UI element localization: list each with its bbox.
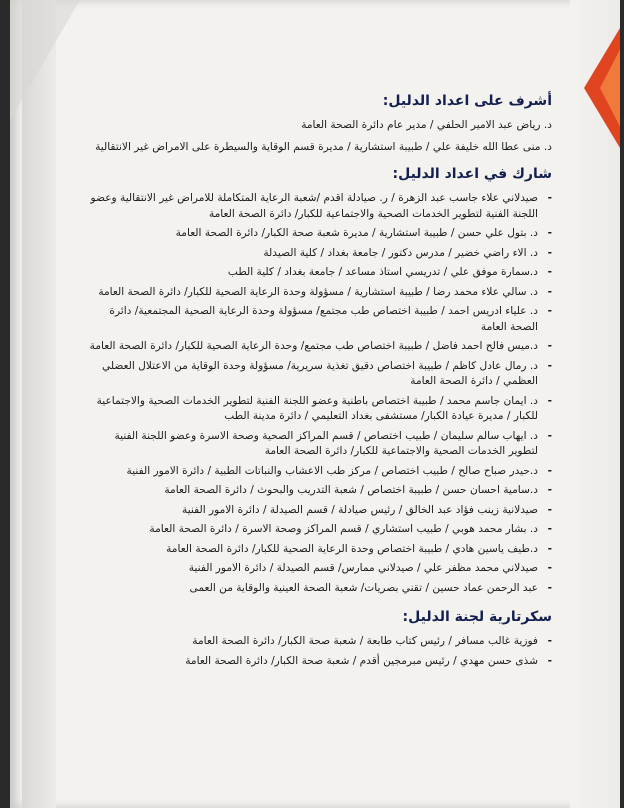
participant-item: - د. رمال عادل كاظم / طبيبة اختصاص دقيق تغذية سريرية/ مسؤولة وحدة الوقاية من الاعتلال العضلي العظمي / دائرة الصحة العامة xyxy=(101,359,552,387)
participant-item: - د. بتول علي حسن / طبيبة استشارية / مديرة شعبة صحة الكبار/ دائرة الصحة العامة xyxy=(175,227,552,239)
participant-item: - صيدلانية زينب فؤاد عبد الخالق / رئيس صيادلة / قسم الصيدلة / دائرة الامور الفنية xyxy=(182,503,552,516)
participant-item: - د. بشار محمد هوبي / طبيب استشاري / قسم المراكز وصحة الاسرة / دائرة الصحة العامة xyxy=(149,523,552,535)
participants-list xyxy=(82,191,552,596)
participant-item: - د. سالي علاء محمد رضا / طبيبة استشارية / مسؤولة وحدة الرعاية الصحية للكبار/ دائرة الصحة العامة xyxy=(98,285,552,298)
participant-item: - عبد الرحمن عماد حسين / تقني بصريات/ شعبة الصحة العينية والوقاية من العمى xyxy=(189,581,552,594)
secretariat-list xyxy=(82,634,552,669)
secretariat-heading: سكرتارية لجنة الدليل: xyxy=(402,609,552,625)
page-corner-decoration xyxy=(10,0,80,120)
document-page xyxy=(10,0,620,808)
participant-item: - د. ايمان جاسم محمد / طبيبة اختصاص باطنية وعضو اللجنة الفنية لتطوير الخدمات الصحية والاجتماعية للكبار / مديرة عيادة الكبار/ مستشفى بغداد التعليمي / دائرة مدينة الطب xyxy=(96,394,552,422)
participant-item: - صيدلاني علاء جاسب عبد الزهرة / ر. صيادلة اقدم /شعبة الرعاية المتكاملة للامراض غير الانتقالية وعضو اللجنة الفنية لتطوير الخدمات الصحية والاجتماعية للكبار/ دائرة الصحة العامة xyxy=(90,192,552,220)
orange-chevron-decoration xyxy=(566,18,620,158)
participant-item: - صيدلاني محمد مظفر علي / صيدلاني ممارس/ قسم الصيدلة / دائرة الامور الفنية xyxy=(188,562,552,574)
supervisors-heading: أشرف على اعداد الدليل: xyxy=(382,93,552,109)
participant-item: - د.حيدر صباح صالح / طبيب اختصاص / مركز طب الاعشاب والنباتات الطبية / دائرة الامور الفنية xyxy=(126,464,552,477)
participant-item: - د. ايهاب سالم سليمان / طبيب اختصاص / قسم المراكز الصحية وصحة الاسرة وعضو اللجنة الفنية لتطوير الخدمات الصحية والاجتماعية للكبار/ دائرة الصحة العامة xyxy=(114,429,552,457)
supervisor-line: د. رياض عبد الامير الحلفي / مدير عام دائرة الصحة العامة xyxy=(301,119,552,131)
participant-item: - د.سمارة موفق علي / تدريسي استاذ مساعد / جامعة بغداد / كلية الطب xyxy=(227,266,552,278)
participant-item: - د.سامية احسان حسن / طبيبة اختصاص / شعبة التدريب والبحوث / دائرة الصحة العامة xyxy=(164,484,552,496)
supervisor-line: د. منى عطا الله خليفة علي / طبيبة استشارية / مديرة قسم الوقاية والسيطرة على الامراض غير الانتقالية xyxy=(95,141,552,153)
participant-item: - د.ميس فالح احمد فاضل / طبيبة اختصاص طب مجتمع/ وحدة الرعاية الصحية للكبار/ دائرة الصحة العامة xyxy=(89,340,552,352)
page-left-band xyxy=(22,0,56,808)
secretariat-item: - شذى حسن مهدي / رئيس مبرمجين أقدم / شعبة صحة الكبار/ دائرة الصحة العامة xyxy=(185,654,552,667)
participant-item: - د. الاء راضي خضير / مدرس دكتور / جامعة بغداد / كلية الصيدلة xyxy=(263,246,552,259)
participant-item: - د. علياء ادريس احمد / طبيبة اختصاص طب مجتمع/ مسؤولة وحدة الرعاية الصحية المجتمعية/ دائرة الصحة العامة xyxy=(109,305,552,333)
participants-heading: شارك في اعداد الدليل: xyxy=(392,166,552,182)
secretariat-item: - فوزية غالب مسافر / رئيس كتاب طابعة / شعبة صحة الكبار/ دائرة الصحة العامة xyxy=(192,635,552,647)
guide-credits xyxy=(82,92,552,673)
participant-item: - د.طيف ياسين هادي / طبيبة اختصاص وحدة الرعاية الصحية للكبار/ دائرة الصحة العامة xyxy=(166,542,552,555)
